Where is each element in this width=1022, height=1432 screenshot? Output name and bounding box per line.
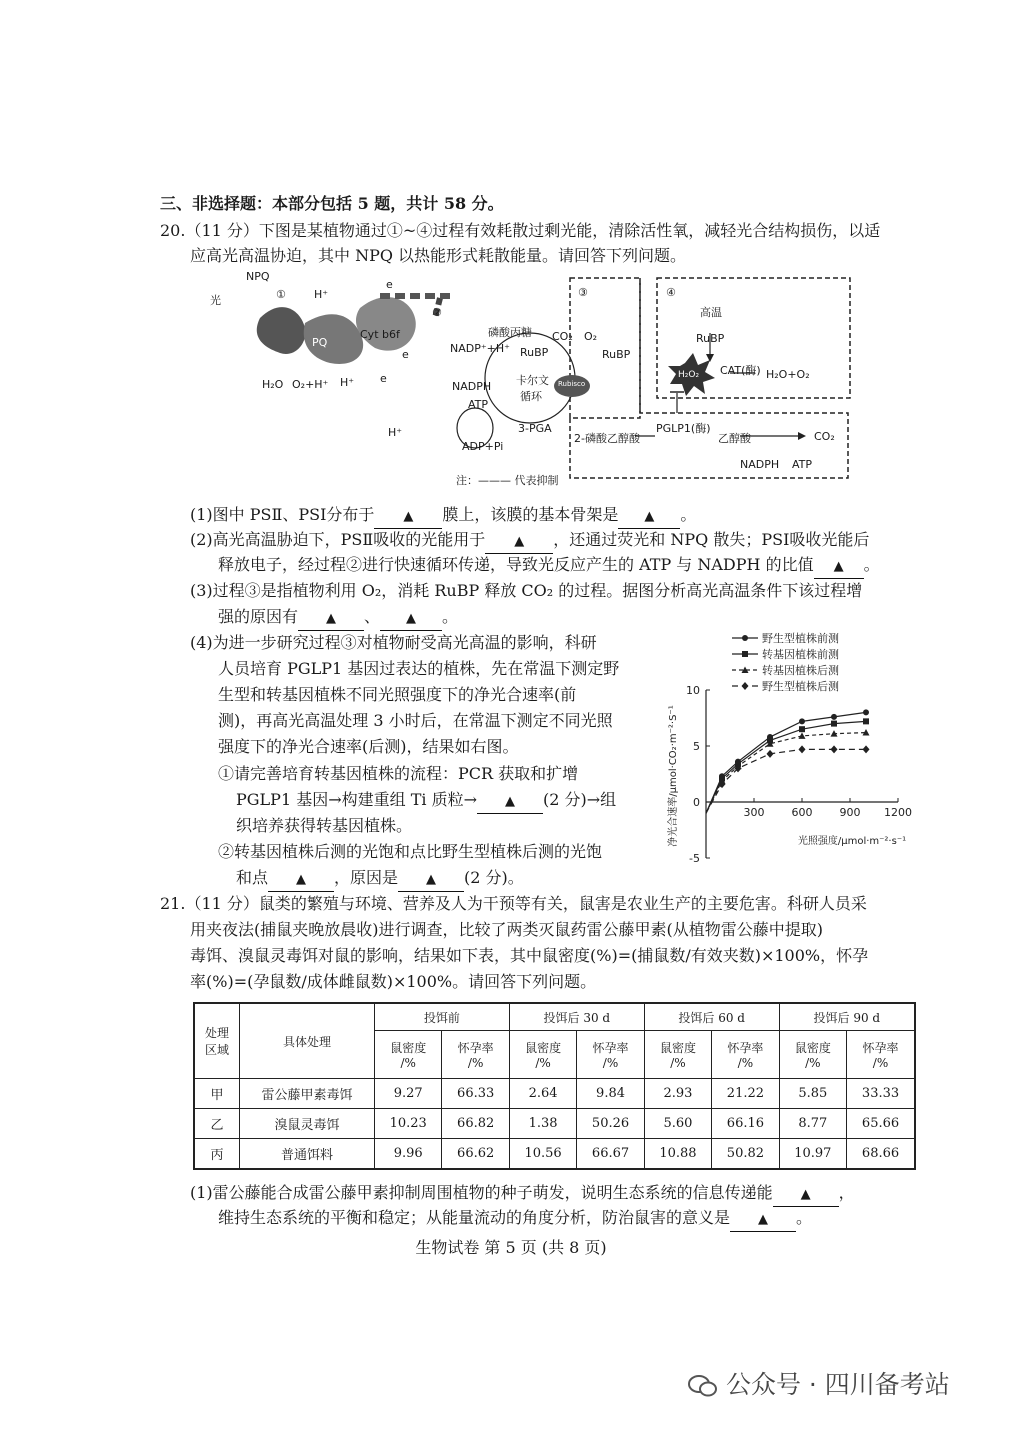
answer-blank[interactable] (398, 867, 464, 892)
label-h2o: H₂O (262, 378, 284, 391)
header-treatment: 具体处理 (240, 1003, 375, 1079)
density-label: 鼠密度 (390, 1041, 427, 1055)
label-rubp3: RuBP (696, 332, 725, 345)
q20-sub2-line2 (218, 554, 880, 579)
header-period: 投饵后 90 d (779, 1003, 915, 1031)
label-c2: ② (432, 306, 442, 319)
header-period: 投饵后 30 d (509, 1003, 644, 1031)
region-cell: 丙 (194, 1139, 240, 1169)
data-point (767, 750, 774, 758)
label-atp: ATP (468, 398, 489, 411)
region-cell: 甲 (194, 1079, 240, 1109)
blank-mark: ▲ (758, 1212, 769, 1227)
wechat-icon (688, 1374, 718, 1398)
value-cell: 50.26 (577, 1109, 644, 1139)
q20-sub3-end: 。 (442, 607, 459, 626)
subheader-cell (847, 1031, 915, 1079)
label-glycolate: 乙醇酸 (718, 432, 751, 445)
value-cell: 9.84 (577, 1079, 644, 1109)
unit-label: /% (467, 1056, 484, 1070)
label-light: 光 (210, 294, 221, 307)
preg-label: 怀孕率 (592, 1041, 629, 1055)
data-point (831, 721, 837, 727)
q21-intro-line3: 毒饵、溴鼠灵毒饵对鼠的影响，结果如下表，其中鼠密度(%)=(捕鼠数/有效夹数)×100%，怀孕 (190, 946, 869, 965)
table-row (194, 1139, 915, 1169)
watermark-text: 公众号 · 四川备考站 (725, 1370, 950, 1399)
y-tick-label: -5 (689, 852, 700, 865)
answer-blank[interactable] (730, 1207, 796, 1232)
q21-sub1-text-c: 维持生态系统的平衡和稳定；从能量流动的角度分析，防治鼠害的意义是 (218, 1208, 731, 1227)
answer-blank[interactable] (618, 504, 680, 529)
subheader-cell (577, 1031, 644, 1079)
x-tick-label: 1200 (884, 806, 912, 819)
subheader-cell (712, 1031, 779, 1079)
label-h2o2: H₂O₂ (678, 370, 700, 380)
data-table (193, 1002, 916, 1170)
data-point (831, 714, 837, 720)
q20-sub4-2-text-c: ，原因是 (334, 868, 399, 887)
q20-sub4-1-line2 (236, 789, 616, 814)
value-cell: 9.27 (375, 1079, 442, 1109)
blank-mark: ▲ (426, 872, 437, 887)
q20-sub4-2-line1: ②转基因植株后测的光饱和点比野生型植株后测的光饱 (218, 842, 603, 861)
answer-blank[interactable] (268, 867, 334, 892)
q20-sub1 (190, 504, 696, 529)
label-h4: H⁺ (388, 426, 403, 439)
q20-sub4-1-line3: 织培养获得转基因植株。 (236, 816, 413, 835)
value-cell: 66.82 (442, 1109, 509, 1139)
series-line (706, 749, 866, 813)
answer-blank[interactable] (298, 606, 364, 631)
answer-blank[interactable] (814, 554, 864, 579)
q20-sub2-text-b: ，还通过荧光和 NPQ 散失；PSⅠ吸收光能后 (553, 530, 870, 549)
data-point (863, 709, 869, 715)
table-header-row (194, 1003, 915, 1031)
value-cell: 10.23 (375, 1109, 442, 1139)
header-region-2: 区域 (204, 1043, 229, 1057)
q20-sub2-line1 (190, 529, 869, 554)
label-o2h: O₂+H⁺ (292, 378, 329, 391)
header-region-1: 处理 (204, 1026, 229, 1040)
q20-sub4-line5: 强度下的净光合速率(后测)，结果如右图。 (218, 737, 519, 756)
label-c1: ① (276, 288, 286, 301)
q21-sub1-text-a: (1)雷公藤能合成雷公藤甲素抑制周围植物的种子萌发，说明生态系统的信息传递能 (190, 1183, 773, 1202)
density-label: 鼠密度 (794, 1041, 831, 1055)
blank-mark: ▲ (644, 509, 655, 524)
q20-sub2-text-c: 释放电子，经过程②进行快速循环传递，导致光反应产生的 ATP 与 NADPH 的比值 (218, 555, 814, 574)
density-label: 鼠密度 (525, 1041, 562, 1055)
label-c3: ③ (578, 286, 588, 299)
value-cell: 1.38 (509, 1109, 576, 1139)
preg-label: 怀孕率 (862, 1041, 899, 1055)
q20-sub4-1-text-b: PGLP1 基因→构建重组 Ti 质粒→ (236, 790, 477, 809)
legend-label: 转基因植株前测 (762, 648, 839, 661)
q20-sub3-text-b: 强的原因有 (218, 607, 299, 626)
blank-mark: ▲ (514, 534, 525, 549)
subheader-cell (779, 1031, 846, 1079)
label-o2: O₂ (584, 330, 598, 343)
data-point (831, 745, 838, 753)
q21-intro-line1: 21.（11 分）鼠类的繁殖与环境、营养及人为干预等有关，鼠害是农业生产的主要危害。科研人员采 (160, 894, 867, 913)
label-nadph2: NADPH (740, 458, 780, 471)
legend-marker (742, 682, 749, 690)
label-e3: e (380, 372, 387, 385)
value-cell: 2.64 (509, 1079, 576, 1109)
y-axis-label: 净光合速率/μmol·CO₂·m⁻²·S⁻¹ (668, 705, 679, 847)
label-rubisco: Rubisco (558, 380, 586, 388)
label-co2: CO₂ (552, 330, 573, 343)
label-npq: NPQ (246, 270, 270, 283)
blank-mark: ▲ (800, 1187, 811, 1202)
blank-mark: ▲ (833, 559, 844, 574)
q20-sub1-end: 。 (680, 505, 697, 524)
value-cell: 21.22 (712, 1079, 779, 1109)
data-point (799, 745, 806, 753)
label-cytb6f: Cyt b6f (360, 328, 400, 341)
label-rubp2: RuBP (602, 348, 631, 361)
q20-intro-line2: 应高光高温协迫，其中 NPQ 以热能形式耗散能量。请回答下列问题。 (190, 246, 687, 265)
answer-blank[interactable] (477, 789, 543, 814)
table-row (194, 1079, 915, 1109)
label-e2: e (402, 348, 409, 361)
label-c4: ④ (666, 286, 676, 299)
value-cell: 66.16 (712, 1109, 779, 1139)
q21-sub1-line1 (190, 1182, 855, 1207)
value-cell: 2.93 (644, 1079, 711, 1109)
y-tick-label: 10 (686, 684, 700, 697)
answer-blank[interactable] (380, 606, 442, 631)
header-period: 投饵前 (375, 1003, 510, 1031)
value-cell: 9.96 (375, 1139, 442, 1169)
label-adp: ADP+Pi (462, 440, 504, 453)
value-cell: 50.82 (712, 1139, 779, 1169)
blank-mark: ▲ (504, 794, 515, 809)
region-cell: 乙 (194, 1109, 240, 1139)
value-cell: 66.62 (442, 1139, 509, 1169)
legend-label: 转基因植株后测 (762, 664, 839, 677)
label-high-temp: 高温 (700, 306, 722, 319)
value-cell: 66.33 (442, 1079, 509, 1109)
series-line (706, 721, 866, 813)
subheader-cell (509, 1031, 576, 1079)
header-period: 投饵后 60 d (644, 1003, 779, 1031)
q20-sub3-sep: 、 (364, 607, 381, 626)
q20-sub2-text-a: (2)高光高温胁迫下，PSⅡ吸收的光能用于 (190, 530, 486, 549)
q20-sub4-1-line1: ①请完善培育转基因植株的流程：PCR 获取和扩增 (218, 764, 579, 783)
label-3pga: 3-PGA (518, 422, 552, 435)
value-cell: 10.97 (779, 1139, 846, 1169)
header-region (194, 1003, 240, 1079)
value-cell: 10.88 (644, 1139, 711, 1169)
subheader-cell (442, 1031, 509, 1079)
legend-label: 野生型植株前测 (762, 632, 839, 645)
legend-label: 野生型植株后测 (762, 680, 839, 693)
q20-sub4-line1: (4)为进一步研究过程③对植物耐受高光高温的影响，科研 (190, 633, 597, 652)
label-nadph: NADPH (452, 380, 492, 393)
q20-sub3-line1: (3)过程③是指植物利用 O₂，消耗 RuBP 释放 CO₂ 的过程。据图分析高光高温条件下该过程增 (190, 581, 863, 600)
data-point (799, 726, 805, 732)
label-h2o-o2: H₂O+O₂ (766, 368, 810, 381)
y-tick-label: 0 (693, 796, 700, 809)
q20-sub1-text-b: 膜上，该膜的基本骨架是 (442, 505, 619, 524)
data-point (799, 732, 806, 739)
psii-blob (257, 307, 306, 354)
unit-label: /% (535, 1056, 551, 1070)
legend-marker (742, 651, 748, 657)
value-cell: 33.33 (847, 1079, 915, 1109)
net-photosynthesis-chart (662, 628, 924, 868)
label-nadp: NADP⁺+H⁺ (450, 342, 510, 355)
label-h1: H⁺ (314, 288, 329, 301)
x-axis-label: 光照强度/μmol·m⁻²·s⁻¹ (797, 836, 907, 847)
q20-sub4-2-text-d: (2 分)。 (464, 868, 524, 887)
unit-label: /% (400, 1056, 416, 1070)
data-point (863, 718, 869, 724)
value-cell: 8.77 (779, 1109, 846, 1139)
legend-marker (742, 635, 748, 641)
q21-sub1-text-b: ， (838, 1183, 855, 1202)
answer-blank[interactable] (374, 504, 442, 529)
y-tick-label: 5 (693, 740, 700, 753)
section-title: 三、非选择题：本部分包括 5 题，共计 58 分。 (160, 194, 504, 213)
q20-sub4-1-text-c: (2 分)→组 (542, 790, 617, 809)
answer-blank[interactable] (485, 529, 553, 554)
cytb6f-blob (356, 297, 416, 351)
q20-sub2-end: 。 (863, 555, 880, 574)
subheader-cell (644, 1031, 711, 1079)
watermark (688, 1365, 950, 1401)
label-pglp1: PGLP1(酶) (656, 422, 711, 435)
label-cat: CAT(酶) (720, 364, 761, 377)
x-tick-label: 600 (791, 806, 813, 819)
q21-intro-line4: 率(%)=(孕鼠数/成体雌鼠数)×100%。请回答下列问题。 (190, 972, 597, 991)
preg-label: 怀孕率 (457, 1041, 494, 1055)
photosynthesis-diagram (210, 268, 855, 490)
q20-sub1-text-a: (1)图中 PSⅡ、PSⅠ分布于 (190, 505, 375, 524)
series-line (706, 712, 866, 813)
label-pq: PQ (312, 336, 328, 349)
label-calvin2: 循环 (520, 390, 542, 403)
q21-sub1-line2 (218, 1207, 812, 1232)
value-cell: 66.67 (577, 1139, 644, 1169)
table-row (194, 1109, 915, 1139)
value-cell: 68.66 (847, 1139, 915, 1169)
label-triose-phosphate: 磷酸丙糖 (488, 326, 532, 339)
q20-sub4-2-text-b: 和点 (236, 868, 269, 887)
data-point (799, 718, 805, 724)
unit-label: /% (872, 1056, 889, 1070)
preg-label: 怀孕率 (727, 1041, 764, 1055)
density-label: 鼠密度 (659, 1041, 696, 1055)
page-footer: 生物试卷 第 5 页 (共 8 页) (415, 1238, 607, 1257)
q20-sub4-2-line2 (236, 867, 524, 892)
blank-mark: ▲ (406, 611, 417, 626)
chart-svg (662, 628, 924, 868)
blank-mark: ▲ (403, 509, 414, 524)
x-tick-label: 300 (743, 806, 765, 819)
label-calvin1: 卡尔文 (516, 374, 549, 387)
unit-label: /% (805, 1056, 821, 1070)
treatment-cell: 雷公藤甲素毒饵 (240, 1079, 375, 1109)
unit-label: /% (737, 1056, 754, 1070)
q20-intro-line1: 20.（11 分）下图是某植物通过①~④过程有效耗散过剩光能，清除活性氧，减轻光合结构损伤，以适 (160, 221, 881, 240)
subheader-cell (375, 1031, 442, 1079)
blank-mark: ▲ (296, 872, 307, 887)
value-cell: 10.56 (509, 1139, 576, 1169)
label-rubp1: RuBP (520, 346, 549, 359)
label-phosphoglycolate: 2-磷酸乙醇酸 (574, 432, 640, 445)
q21-intro-line2: 用夹夜法(捕鼠夹晚放晨收)进行调查，比较了两类灭鼠药雷公藤甲素(从植物雷公藤中提取) (190, 920, 823, 939)
data-point (863, 745, 870, 753)
q20-sub4-line3: 生型和转基因植株不同光照强度下的净光合速率(前 (218, 685, 577, 704)
answer-blank[interactable] (773, 1182, 839, 1207)
q21-sub1-end: 。 (796, 1208, 813, 1227)
label-h3: H⁺ (340, 376, 355, 389)
q20-sub4-line4: 测)，再高光高温处理 3 小时后，在常温下测定不同光照 (218, 711, 613, 730)
diagram-note: 注：——— 代表抑制 (456, 474, 559, 487)
value-cell: 5.85 (779, 1079, 846, 1109)
label-co2b: CO₂ (814, 430, 835, 443)
unit-label: /% (602, 1056, 619, 1070)
unit-label: /% (670, 1056, 686, 1070)
treatment-cell: 溴鼠灵毒饵 (240, 1109, 375, 1139)
q20-sub3-line2 (218, 606, 458, 631)
x-tick-label: 900 (839, 806, 861, 819)
value-cell: 65.66 (847, 1109, 915, 1139)
q20-sub4-line2: 人员培育 PGLP1 基因过表达的植株，先在常温下测定野 (218, 659, 620, 678)
label-atp2: ATP (792, 458, 813, 471)
label-e1: e (386, 278, 393, 291)
value-cell: 5.60 (644, 1109, 711, 1139)
series-line (706, 733, 866, 814)
treatment-cell: 普通饵料 (240, 1139, 375, 1169)
blank-mark: ▲ (326, 611, 337, 626)
